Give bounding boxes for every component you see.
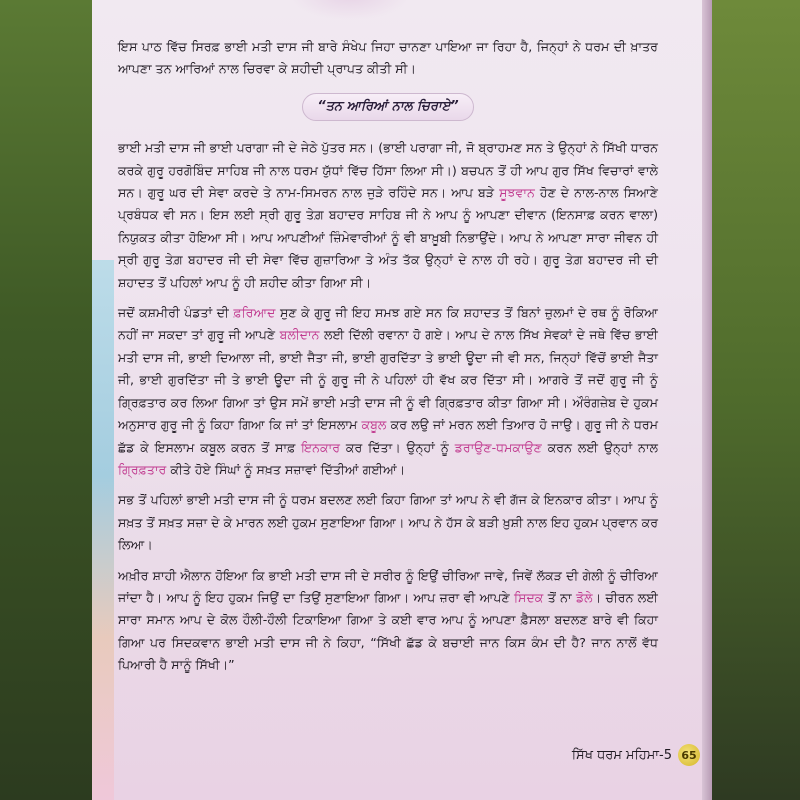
margin-illustration <box>92 260 114 800</box>
section-heading-label: “ਤਨ ਆਰਿਆਂ ਨਾਲ ਚਿਰਾਏ” <box>302 93 473 121</box>
flower-decoration <box>290 0 410 20</box>
paragraph-4-text-b: ਤੋਂ ਨਾ <box>543 589 576 605</box>
paragraph-1-text-a: ਭਾਈ ਮਤੀ ਦਾਸ ਜੀ ਭਾਈ ਪਰਾਗਾ ਜੀ ਦੇ ਜੇਠੇ ਪੁੱਤਰ ਸਨ। (ਭਾਈ ਪਰਾਗਾ ਜੀ, ਜੋ ਬ੍ਰਾਹਮਣ ਸਨ ਤੇ ਉਨ੍ਹਾਂ ਨੇ ਸਿੱਖੀ ਧਾਰਨ ਕਰਕੇ ਗੁਰੂ ਹਰਗੋਬਿੰਦ ਸਾਹਿਬ ਜੀ ਨਾਲ ਧਰਮ ਯੁੱਧਾਂ ਵਿੱਚ ਹਿੱਸਾ ਲਿਆ ਸੀ।) ਬਚਪਨ ਤੋਂ ਹੀ ਆਪ ਗੁਰ ਸਿੱਖ ਵਿਚਾਰਾਂ ਵਾਲੇ ਸਨ। ਗੁਰੂ ਘਰ ਦੀ ਸੇਵਾ ਕਰਦੇ ਤੇ ਨਾਮ-ਸਿਮਰਨ ਨਾਲ ਜੁੜੇ ਰਹਿੰਦੇ ਸਨ। ਆਪ ਬੜੇ <box>118 140 658 201</box>
paragraph-2-text-b: ਸੁਣ ਕੇ ਗੁਰੂ ਜੀ ਇਹ ਸਮਝ ਗਏ ਸਨ ਕਿ ਸ਼ਹਾਦਤ ਤੋਂ ਬਿਨਾਂ ਜ਼ੁਲਮਾਂ ਦੇ ਰਥ ਨੂੰ ਰੋਕਿਆ ਨਹੀਂ ਜਾ ਸਕਦਾ ਤਾਂ ਗੁਰੂ ਜੀ ਆਪਣੇ <box>118 305 658 343</box>
page-body <box>118 36 658 685</box>
paragraph-3: ਸਭ ਤੋਂ ਪਹਿਲਾਂ ਭਾਈ ਮਤੀ ਦਾਸ ਜੀ ਨੂੰ ਧਰਮ ਬਦਲਣ ਲਈ ਕਿਹਾ ਗਿਆ ਤਾਂ ਆਪ ਨੇ ਵੀ ਗੱਜ ਕੇ ਇਨਕਾਰ ਕੀਤਾ। ਆਪ ਨੂੰ ਸਖ਼ਤ ਤੋਂ ਸਖ਼ਤ ਸਜ਼ਾ ਦੇ ਕੇ ਮਾਰਨ ਲਈ ਹੁਕਮ ਸੁਣਾਇਆ ਗਿਆ। ਆਪ ਨੇ ਹੱਸ ਕੇ ਬੜੀ ਖ਼ੁਸ਼ੀ ਨਾਲ ਇਹ ਹੁਕਮ ਪ੍ਰਵਾਨ ਕਰ ਲਿਆ। <box>118 492 658 553</box>
paragraph-2-text-e: ਕਰ ਦਿੱਤਾ। ਉਨ੍ਹਾਂ ਨੂੰ <box>340 439 455 455</box>
highlight-word: ਗ੍ਰਿਫ਼ਤਾਰ <box>118 461 167 477</box>
paragraph-4-text-c: । ਚੀਰਨ ਲਈ ਸਾਰਾ ਸਮਾਨ ਆਪ ਦੇ ਕੋਲ ਹੌਲੀ-ਹੌਲੀ ਟਿਕਾਇਆ ਗਿਆ ਤੇ ਕਈ ਵਾਰ ਆਪ ਨੂੰ ਆਪਣਾ ਫ਼ੈਸਲਾ ਬਦਲਣ ਬਾਰੇ ਵੀ ਕਿਹਾ ਗਿਆ ਪਰ ਸਿਦਕਵਾਨ ਭਾਈ ਮਤੀ ਦਾਸ ਜੀ ਨੇ ਕਿਹਾ, “ਸਿੱਖੀ ਛੱਡ ਕੇ ਬਚਾਈ ਜਾਨ ਕਿਸ ਕੰਮ ਦੀ ਹੈ? ਜਾਨ ਨਾਲੋਂ ਵੱਧ ਪਿਆਰੀ ਹੈ ਸਾਨੂੰ ਸਿੱਖੀ।” <box>118 589 658 673</box>
highlight-word: ਬਲੀਦਾਨ <box>279 327 320 343</box>
book-title: ਸਿੱਖ ਧਰਮ ਮਹਿਮਾ-5 <box>571 747 672 763</box>
highlight-word: ਸਿਦਕ <box>514 589 544 605</box>
paragraph-2-text-d: ਕਰ ਲਉ ਜਾਂ ਮਰਨ ਲਈ ਤਿਆਰ ਹੋ ਜਾਉ। ਗੁਰੂ ਜੀ ਨੇ ਧਰਮ ਛੱਡ ਕੇ ਇਸਲਾਮ ਕਬੂਲ ਕਰਨ ਤੋਂ ਸਾਫ਼ <box>118 417 658 455</box>
highlight-word: ਫ਼ਰਿਆਦ <box>233 305 276 321</box>
paragraph-2-text-a: ਜਦੋਂ ਕਸ਼ਮੀਰੀ ਪੰਡਤਾਂ ਦੀ <box>118 305 234 321</box>
section-heading <box>118 93 658 121</box>
paragraph-1 <box>118 137 658 294</box>
paragraph-2-text-g: ਕੀਤੇ ਹੋਏ ਸਿੰਘਾਂ ਨੂੰ ਸਖ਼ਤ ਸਜ਼ਾਵਾਂ ਦਿੱਤੀਆਂ ਗਈਆਂ। <box>166 461 406 477</box>
page-edge <box>702 0 712 800</box>
paragraph-1-text-b: ਹੋਣ ਦੇ ਨਾਲ-ਨਾਲ ਸਿਆਣੇ ਪ੍ਰਬੰਧਕ ਵੀ ਸਨ। ਇਸ ਲਈ ਸ੍ਰੀ ਗੁਰੂ ਤੇਗ਼ ਬਹਾਦਰ ਸਾਹਿਬ ਜੀ ਨੇ ਆਪ ਨੂੰ ਆਪਣਾ ਦੀਵਾਨ (ਇਨਸਾਫ਼ ਕਰਨ ਵਾਲਾ) ਨਿਯੁਕਤ ਕੀਤਾ ਹੋਇਆ ਸੀ। ਆਪ ਆਪਣੀਆਂ ਜ਼ਿੰਮੇਵਾਰੀਆਂ ਨੂੰ ਵੀ ਬਾਖ਼ੂਬੀ ਨਿਭਾਉਂਦੇ। ਆਪ ਨੇ ਆਪਣਾ ਸਾਰਾ ਜੀਵਨ ਹੀ ਸ੍ਰੀ ਗੁਰੂ ਤੇਗ਼ ਬਹਾਦਰ ਜੀ ਦੀ ਸੇਵਾ ਵਿੱਚ ਗੁਜ਼ਾਰਿਆ ਤੇ ਅੰਤ ਤੱਕ ਉਨ੍ਹਾਂ ਦੇ ਨਾਲ ਹੀ ਰਹੇ। ਗੁਰੂ ਤੇਗ਼ ਬਹਾਦਰ ਜੀ ਦੀ ਸ਼ਹਾਦਤ ਤੋਂ ਪਹਿਲਾਂ ਆਪ ਨੂੰ ਹੀ ਸ਼ਹੀਦ ਕੀਤਾ ਗਿਆ ਸੀ। <box>118 185 658 290</box>
paragraph-2 <box>118 302 658 481</box>
paragraph-4 <box>118 565 658 677</box>
paragraph-2-text-f: ਕਰਨ ਲਈ ਉਨ੍ਹਾਂ ਨਾਲ <box>541 439 658 455</box>
page-number: 65 <box>678 744 700 766</box>
highlight-word: ਡਰਾਉਣ-ਧਮਕਾਉਣ <box>454 439 542 455</box>
highlight-word: ਇਨਕਾਰ <box>301 439 341 455</box>
intro-paragraph: ਇਸ ਪਾਠ ਵਿੱਚ ਸਿਰਫ਼ ਭਾਈ ਮਤੀ ਦਾਸ ਜੀ ਬਾਰੇ ਸੰਖੇਪ ਜਿਹਾ ਚਾਨਣਾ ਪਾਇਆ ਜਾ ਰਿਹਾ ਹੈ, ਜਿਨ੍ਹਾਂ ਨੇ ਧਰਮ ਦੀ ਖ਼ਾਤਰ ਆਪਣਾ ਤਨ ਆਰਿਆਂ ਨਾਲ ਚਿਰਵਾ ਕੇ ਸ਼ਹੀਦੀ ਪ੍ਰਾਪਤ ਕੀਤੀ ਸੀ। <box>118 39 658 77</box>
paragraph-4-text-a: ਅਖ਼ੀਰ ਸ਼ਾਹੀ ਐਲਾਨ ਹੋਇਆ ਕਿ ਭਾਈ ਮਤੀ ਦਾਸ ਜੀ ਦੇ ਸਰੀਰ ਨੂੰ ਇਉਂ ਚੀਰਿਆ ਜਾਵੇ, ਜਿਵੇਂ ਲੱਕੜ ਦੀ ਗੇਲੀ ਨੂੰ ਚੀਰਿਆ ਜਾਂਦਾ ਹੈ। ਆਪ ਨੂੰ ਇਹ ਹੁਕਮ ਜਿਉਂ ਦਾ ਤਿਉਂ ਸੁਣਾਇਆ ਗਿਆ। ਆਪ ਜ਼ਰਾ ਵੀ ਆਪਣੇ <box>118 567 658 605</box>
highlight-word: ਕਬੂਲ <box>361 417 387 433</box>
highlight-word: ਸੂਝਵਾਨ <box>499 185 535 201</box>
page-footer <box>572 744 700 766</box>
highlight-word: ਡੋਲੇ <box>575 589 593 605</box>
paragraph-2-text-c: ਲਈ ਦਿੱਲੀ ਰਵਾਨਾ ਹੋ ਗਏ। ਆਪ ਦੇ ਨਾਲ ਸਿੱਖ ਸੇਵਕਾਂ ਦੇ ਜਥੇ ਵਿੱਚ ਭਾਈ ਮਤੀ ਦਾਸ ਜੀ, ਭਾਈ ਦਿਆਲਾ ਜੀ, ਭਾਈ ਜੈਤਾ ਜੀ, ਭਾਈ ਗੁਰਦਿੱਤਾ ਤੇ ਭਾਈ ਊਦਾ ਜੀ ਵੀ ਸਨ, ਜਿਨ੍ਹਾਂ ਵਿੱਚੋਂ ਭਾਈ ਜੈਤਾ ਜੀ, ਭਾਈ ਗੁਰਦਿੱਤਾ ਜੀ ਤੇ ਭਾਈ ਊਦਾ ਜੀ ਨੂੰ ਗੁਰੂ ਜੀ ਨੇ ਪਹਿਲਾਂ ਹੀ ਵੱਖ ਕਰ ਦਿੱਤਾ ਸੀ। ਆਗਰੇ ਤੋਂ ਜਦੋਂ ਗੁਰੂ ਜੀ ਨੂੰ ਗ੍ਰਿਫ਼ਤਾਰ ਕਰ ਲਿਆ ਗਿਆ ਤਾਂ ਉਸ ਸਮੇਂ ਭਾਈ ਮਤੀ ਦਾਸ ਜੀ ਨੂੰ ਵੀ ਗ੍ਰਿਫ਼ਤਾਰ ਕੀਤਾ ਗਿਆ ਸੀ। ਔਰੰਗਜ਼ੇਬ ਦੇ ਹੁਕਮ ਅਨੁਸਾਰ ਗੁਰੂ ਜੀ ਨੂੰ ਕਿਹਾ ਗਿਆ ਕਿ ਜਾਂ ਤਾਂ ਇਸਲਾਮ <box>118 327 658 433</box>
